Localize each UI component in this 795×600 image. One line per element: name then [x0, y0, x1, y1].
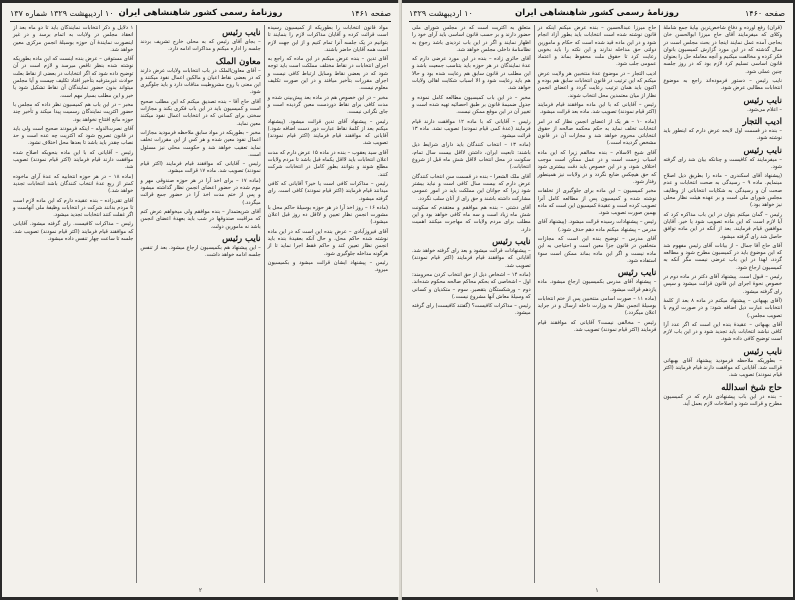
body-paragraph: – بنده در این باب پیشنهادی دارم که در کمیسیون مطرح و قرائت شود و اصلاحات لازم بعمل آید.	[663, 393, 782, 407]
body-paragraph: مخبر کمیسیون – این ماده برای جلوگیری از تخلفات نوشته شده و کمیسیون پس از مطالعه کامل آنرا تصویب کرده است و عقیدهٔ کمیسیون این است که ماده بهمین صورت تصویب شود.	[537, 188, 657, 217]
speaker-heading: حاج شیخ اسدالله	[721, 382, 782, 393]
body-paragraph: (ماده ۱۰ – هر یک از اعضای انجمن نظار که در امر انتخابات تخلف نماید به حکم محکمه صالحه از حقوق انتخاباتی محروم خواهد شد و مجازات آن در قانون مشخص گردیده است.)	[537, 118, 657, 147]
issue-date: ۱۰ اردیبهشت ۱۳۲۹ شماره ۱۳۷	[10, 9, 114, 18]
body-paragraph: رئیس – پیشنهاد ایشان قرائت میشود و بکمیسیون میرود.	[267, 259, 388, 274]
body-paragraph: – بنده در قسمت اول لایحه عرض دارم که اینطور باید نوشته شود.	[663, 127, 782, 142]
body-paragraph: آقای حائری زاده – بنده در این مورد عرضی دارم که عدهٔ نمایندگان در هر حوزه باید بتناسب جمعیت باشد و این مطلب در قانون سابق هم رعایت شده بود و حالا هم باید رعایت شود و الا اسباب شکایت اهالی ولایات خواهد شد.	[411, 56, 531, 92]
body-paragraph: – بجای آقای رئیس که به محلی خارج تشریف بردند جلسه را اداره میکنم و مذاکرات ادامه دارد.	[140, 39, 261, 53]
text-column	[10, 25, 137, 583]
speaker-heading: معاون الملک	[215, 56, 261, 67]
speaker-heading: نایب رئیس	[492, 237, 531, 248]
body-paragraph: رئیس – مذاکرات کافیست؟ (گفتند کافیست) رای گرفته میشود.	[411, 303, 531, 317]
body-paragraph: (پیشنهاد آقای اسکندری – ماده را بطریق ذیل اصلاح مینمایم. ماده ۹ – رسیدگی به صحت انتخابات و عدم صحت آن و رسیدگی به شکایات انتخاباتی از وظایف مجلس شورای ملی است و بر عهده هیئت نظار محلی نیز خواهد بود.)	[663, 173, 782, 209]
body-paragraph: آقای تدین – بنده عرض میکنم در این ماده که راجع به اجرای انتخابات در نقاط مختلف مملکت است باید توجه شود که در بعضی نقاط وسایل ارتباط کافی نیست و اجرای مقررات بتأخیر میافتد و در این صورت تکلیف معلوم نیست.	[267, 56, 388, 92]
text-column	[409, 25, 535, 583]
body-paragraph: آقای فیروزآبادی – عرض بنده این است که در این ماده نوشته شده حاکم محل، و حال آنکه بعقیدهٔ بنده باید انجمن نظار تعیین کند و حاکم فقط اجرا نماید تا از هرگونه مداخله جلوگیری شود.	[267, 228, 388, 257]
page-footer: ۲	[198, 587, 203, 594]
body-paragraph: آقای دشتی – بنده هم موافقم و معتقدم که سکونت شش ماه زیاد است و سه ماه کافی خواهد بود و این مطلب برای مردم ولایات که مهاجرت میکنند اهمیت دارد.	[411, 204, 531, 233]
right-page-header	[409, 7, 785, 22]
body-paragraph: (ماده ۱۱ – صورت اسامی منتخبین پس از ختم انتخابات بوسیلهٔ انجمن نظار به وزارت داخله ارسال و در جراید اعلان میگردد.)	[537, 295, 657, 317]
speaker-heading: نایب رئیس	[743, 145, 782, 156]
body-paragraph: آقای حاج آقا – بنده تصدیق میکنم که این مطلب صحیح است و کمیسیون باید در این باب فکری بکند و مجازات سختی برای کسانی که در انتخابات اعمال نفوذ میکنند معین نماید.	[140, 98, 261, 127]
left-page-header	[10, 7, 391, 22]
body-paragraph: رئیس – مخالفی نیست؟ آقایانی که موافقند قیام فرمایند (اکثر قیام نمودند) تصویب شد.	[537, 319, 657, 333]
body-paragraph: حاج میرزا عبدالحسین – بنده عرض میکنم اینکه در قانون نوشته شده است انتخابات باید بطور آزاد انجام شود و در این ماده قید شده است که حکام و مامورین دولتی حق مداخله ندارند و این نکته را باید بخوبی رعایت کرد تا حقوق ملت محفوظ بماند و اعتماد عمومی جلب شود.	[537, 25, 657, 68]
text-column	[137, 25, 264, 583]
body-paragraph: آقای مدرس – توضیح بنده این است که مجازات متخلفین در قانون جزا معین است و احتیاجی به این ماده نیست و اگر این ماده بماند ممکن است سوء استفاده شود.	[537, 236, 657, 264]
text-column	[660, 25, 785, 583]
page-number: صفحه ۱۴۶۰	[744, 9, 785, 18]
body-paragraph: رئیس – پیشنهادات رسیده قرائت میشود. (پیشنهاد آقای مدرس – پیشنهاد میکنم ماده دهم حذف شود.)	[537, 219, 657, 233]
body-paragraph: – پیشنهاد آقای مدرس بکمیسیون ارجاع میشود. ماده یازدهم قرائت میشود.	[537, 279, 657, 293]
body-paragraph: – این پیشنهاد هم بکمیسیون ارجاع میشود. بعد از تنفس جلسه ادامه خواهد داشت.	[140, 244, 261, 259]
body-paragraph: مخبر – بطوریکه در مواد سابق ملاحظه فرمودید مجازات اعمال نفوذ معین شده و هر کس از این مقررات تخلف نماید تعقیب خواهد شد و حکومت محلی نیز مسئول است.	[140, 129, 261, 158]
page-footer: ۱	[595, 587, 599, 594]
body-paragraph: نایب رئیس – دستور فرموده‌اند راجع به موضوع انتخابات مطالبی عرض شود.	[663, 78, 782, 92]
speaker-heading: نایب رئیس	[743, 346, 782, 357]
body-paragraph: رئیس – مذاکرات کافیست. رای گرفته میشود. آقایانی که موافقند قیام فرمایند (اکثر قیام نمودند) تصویب شد. جلسه تا ساعت چهار تنفس داده میشود.	[13, 221, 134, 243]
speaker-heading: نایب رئیس	[617, 268, 657, 279]
speaker-heading: نایب رئیس	[222, 233, 261, 244]
left-page	[2, 3, 399, 597]
body-paragraph: آقای ملک الشعرا – بنده در قسمت سن انتخاب کنندگان عرض دارم که بیست سال کافی است و نباید بیشتر شود زیرا که جوانان این مملکت باید در امور عمومی مشارکت داشته باشند و حق رای از آنان سلب نگردد.	[411, 173, 531, 202]
body-paragraph: (ماده ۱۳ – انتخاب کنندگان باید دارای شرایط ذیل باشند: تابعیت ایران، داشتن لااقل بیست سال تمام، سکونت در محل انتخاب لااقل شش ماه قبل از شروع انتخابات.)	[411, 142, 531, 171]
body-paragraph: مخبر – در این خصوص هم در ماده بعد پیش‌بینی شده و مدت کافی برای نقاط دوردست معین گردیده است و جای نگرانی نیست.	[267, 94, 388, 116]
body-paragraph: ۱ دلایل و ذکر انتخابات نمایندگان باید تا دو ماه بعد از انعقاد مجلس در ولایات به اتمام برسد و در غیر اینصورت نمایندهٔ آن حوزه بوسیلهٔ انجمن مرکزی معین خواهد شد.	[13, 25, 134, 53]
body-paragraph: آقای شیخ الاسلام – بنده مخالفم زیرا که این ماده اسباب زحمت است و در عمل ممکن است موجب اختلاف شود، و در این خصوص باید دقت بیشتری شود که حق هیچکس ضایع نگردد و در ولایات نیز همینطور رفتار شود.	[537, 149, 657, 185]
body-paragraph: (ماده ۱۸ – در هر حوزه انتخابیه که عدهٔ آرای ماخوذه کمتر از ربع عدهٔ انتخاب کنندگان باشد انتخابات تجدید خواهد شد.)	[13, 173, 134, 195]
body-paragraph: متعلق به اکثریت است که در مجلس شورای ملی حضور دارند و بر حسب قانون اساسی باید آرای خود را اظهار نمایند و اگر در این باب تردیدی باشد رجوع به نظامنامهٔ داخلی مجلس خواهد شد.	[411, 25, 531, 53]
body-paragraph: آقای شریعتمدار – بنده موافقم ولی میخواهم عرض کنم که مراقبت صندوقها در شب باید بعهدهٔ اعضای انجمن باشد نه مامورین دولت.	[140, 208, 261, 230]
body-paragraph: آقای بهبهانی – عقیدهٔ بنده این است که اگر عدد آرا کافی نباشد انتخابات باید تجدید شود و در این باب لازم است توضیح کافی داده شود.	[663, 321, 782, 343]
body-paragraph: – میفرمایند که کافیست و چنانکه بیان شد رای گرفته شود.	[663, 156, 782, 170]
page-number: صفحه ۱۴۶۱	[350, 9, 391, 18]
body-paragraph: مواد قانون انتخابات را بطوریکه از کمیسیون رسیده است قرائت کرده و آقایان مذاکرات لازم را بنمایند تا بتوانیم در یک جلسه آنرا تمام کنیم و از این جهت لازم است همه آقایان حاضر باشند.	[267, 25, 388, 53]
body-paragraph: رئیس – قبول است. پیشنهاد آقای دکتر در ماده دوم در خصوص نحوهٔ اجرای این قانون قرائت میشود و سپس رای گرفته میشود.	[663, 274, 782, 295]
body-paragraph: رئیس – مذاکرات کافی است یا خیر؟ آقایانی که کافی میدانند قیام فرمایند (اکثر قیام نمودند) کافی است. رای گرفته میشود.	[267, 180, 388, 202]
speaker-heading: نایب رئیس	[222, 28, 261, 38]
body-paragraph: آقای حاج آقا جمال – از بیانات آقای رئیس مفهوم شد که این موضوع باید در کمیسیون مطرح شود و مطالعه گردد، لهذا در این باب عرضی نیست مگر آنکه به کمیسیون ارجاع شود.	[663, 242, 782, 271]
body-paragraph: آقای تقی‌زاده – بنده عقیده دارم که این ماده لازم است تا مردم بدانند شرکت در انتخابات وظیفهٔ ملی آنهاست و اگر غفلت کنند انتخابات تجدید میشود.	[13, 197, 134, 219]
body-paragraph: مخبر – در این باب هم کمیسیون نظر داده که مجلس با حضور اکثریت نمایندگان رسمیت پیدا میکند و تأخیر چند حوزه مانع افتتاح نخواهد بود.	[13, 101, 134, 123]
body-paragraph: – آقای معاون‌الملک در باب انتخابات ولایات عرض دارند که در بعضی نقاط اعیان و مالکین اعمال نفوذ میکنند و این معنی با روح مشروطیت منافات دارد و باید جلوگیری شود.	[140, 67, 261, 96]
body-paragraph: (ماده ۱۶ – روز اخذ آرا در هر حوزه بوسیلهٔ حاکم محل با مشورت انجمن نظار تعیین و لااقل ده روز قبل اعلان میشود.)	[267, 204, 389, 226]
body-paragraph: رئیس – آقایانی که با این ماده موافقند قیام فرمایند (اکثر قیام نمودند) تصویب شد. ماده بعد قرائت میشود.	[537, 101, 657, 116]
body-paragraph: (آقای بهبهانی – پیشنهاد میکنم در ماده ۸ بعد از کلمهٔ انتخابات عبارت ذیل اضافه شود: و در صورت لزوم با تصویب مجلس.)	[663, 297, 783, 319]
body-paragraph: آقای مستوفی – عرض بنده اینست که این ماده بطوریکه نوشته شده بنظر ناقص میرسد و لازم است در آن توضیح داده شود که اگر انتخابات در بعضی از نقاط بعلت حوادث غیرمترقبه بتأخیر افتاد تکلیف چیست و آیا مجلس میتواند بدون حضور نمایندگان آن نقاط تشکیل شود یا خیر و این مطلب بسیار مهم است.	[13, 56, 134, 99]
body-paragraph: رئیس – گمان میکنم بتوان در این باب مذاکره کرد که آیا لازم است که این ماده تصویب شود یا خیر. آقایان موافقین قیام فرمایند. بعد از آنکه در این ماده توافق حاصل شد رای گرفته میشود.	[663, 211, 782, 240]
body-paragraph: (قرآن) رفع آورده و دفاع شاخص‌ترین بپایهٔ جمع شاملهٔ وکلای که میفرمایند آقای حاج میرزا ابوالحسن خان بحاجی آمده عمل نمایند اینجا در بحث مجلس است در سال گذشته که در این مورد گزارش کمیسیون بانوان فکر کرده و مخالفت میکنیم و آنچه معامله حل را بعنوان قانون اساسی تسلیم کرد لازم بود که در روز جلسه چنین عملی شود.	[663, 25, 782, 75]
text-column	[535, 25, 661, 583]
body-paragraph: آقای نصرت‌الدوله – اینکه فرمودند صحیح است ولی باید در قانون تصریح شود که اکثریت چه عده است و حد نصاب چقدر باید باشد تا بعدها محل اختلاف نشود.	[13, 125, 134, 147]
body-paragraph: ادیب التجار – در موضوع عدهٔ منتخبین هر ولایت عرض میکنم که این ترتیب در قانون انتخابات سابق هم بوده و اکنون باید همان ترتیب رعایت گردد و اعضای انجمن نظار از میان معتمدین محل انتخاب شوند.	[537, 70, 657, 99]
issue-date: ۱۰ اردیبهشت ۱۳۲۹	[409, 9, 473, 18]
body-paragraph: آقای سید یعقوب – بنده در ماده ۱۵ عرض دارم که مدت اعلان انتخابات باید لااقل یکماه قبل باشد تا مردم ولایات مطلع شوند و بتوانند بطور کامل در انتخابات شرکت کنند.	[267, 149, 388, 178]
right-page-columns	[409, 25, 785, 583]
speaker-heading: ادیب التجار	[742, 116, 782, 127]
body-paragraph: (ماده ۱۷ – برای اخذ آرا در هر حوزه صندوقی مهر و موم شده در حضور اعضای انجمن نظار گذاشته میشود و پس از ختم مدت اخذ آرا در حضور جمع قرائت میگردد.)	[140, 177, 261, 206]
newspaper-title: روزنامهٔ رسمی کشور شاهنشاهی ایران	[515, 8, 679, 18]
left-page-columns	[10, 25, 391, 583]
body-paragraph: – پیشنهادات قرائت میشود و بعد رای گرفته خواهد شد. آقایانی که موافقند قیام فرمایند (اکثر قیام نمودند) تصویب شد.	[411, 248, 531, 269]
body-paragraph: – اعلام می‌شود.	[747, 106, 782, 113]
speaker-heading: نایب رئیس	[743, 95, 782, 106]
newspaper-title: روزنامهٔ رسمی کشور شاهنشاهی ایران	[118, 8, 283, 18]
text-column	[265, 25, 391, 583]
body-paragraph: رئیس – آقایانی که با ماده ۱۲ موافقت دارند قیام فرمایند (عدهٔ کمی قیام نمودند) تصویب نشد. ماده ۱۳ قرائت میشود.	[411, 118, 531, 140]
body-paragraph: – بطوریکه ملاحظه فرمودید پیشنهاد آقای بهبهانی قرائت شد. آقایانی که موافقت دارند قیام فرمایند (اکثر قیام نمودند) تصویب شد.	[663, 357, 782, 379]
right-page	[401, 3, 793, 597]
body-paragraph: مخبر – در این باب کمیسیون مطالعه کامل نموده و جدول ضمیمهٔ قانون بر طبق احصائیه تهیه شده است و تغییر آن در این موقع ممکن نیست.	[411, 94, 531, 116]
body-paragraph: رئیس – آقایانی که موافقند قیام فرمایند (اکثر قیام نمودند) تصویب شد. ماده ۱۷ قرائت میشود.	[140, 161, 261, 175]
body-paragraph: رئیس – پیشنهاد آقای تدین قرائت میشود. (پیشنهاد میکنم بعد از کلمهٔ نقاط عبارت دور دست اضافه شود.) آقایانی که موافقند قیام فرمایند (اکثر قیام نمودند) تصویب شد.	[267, 118, 388, 147]
body-paragraph: رئیس – آقایانی که با این ماده بنحویکه اصلاح شده موافقت دارند قیام فرمایند (اکثر قیام نمودند) تصویب شد.	[13, 149, 134, 171]
body-paragraph: (ماده ۱۴ – اشخاص ذیل از حق انتخاب کردن محرومند: اول – اشخاصی که بحکم محاکم صالحه محکوم شده‌اند. دوم – ورشکستگان بتقصیر. سوم – متکدیان و کسانی که وسیلهٔ معاش آنها مشروع نیست.)	[411, 271, 531, 300]
